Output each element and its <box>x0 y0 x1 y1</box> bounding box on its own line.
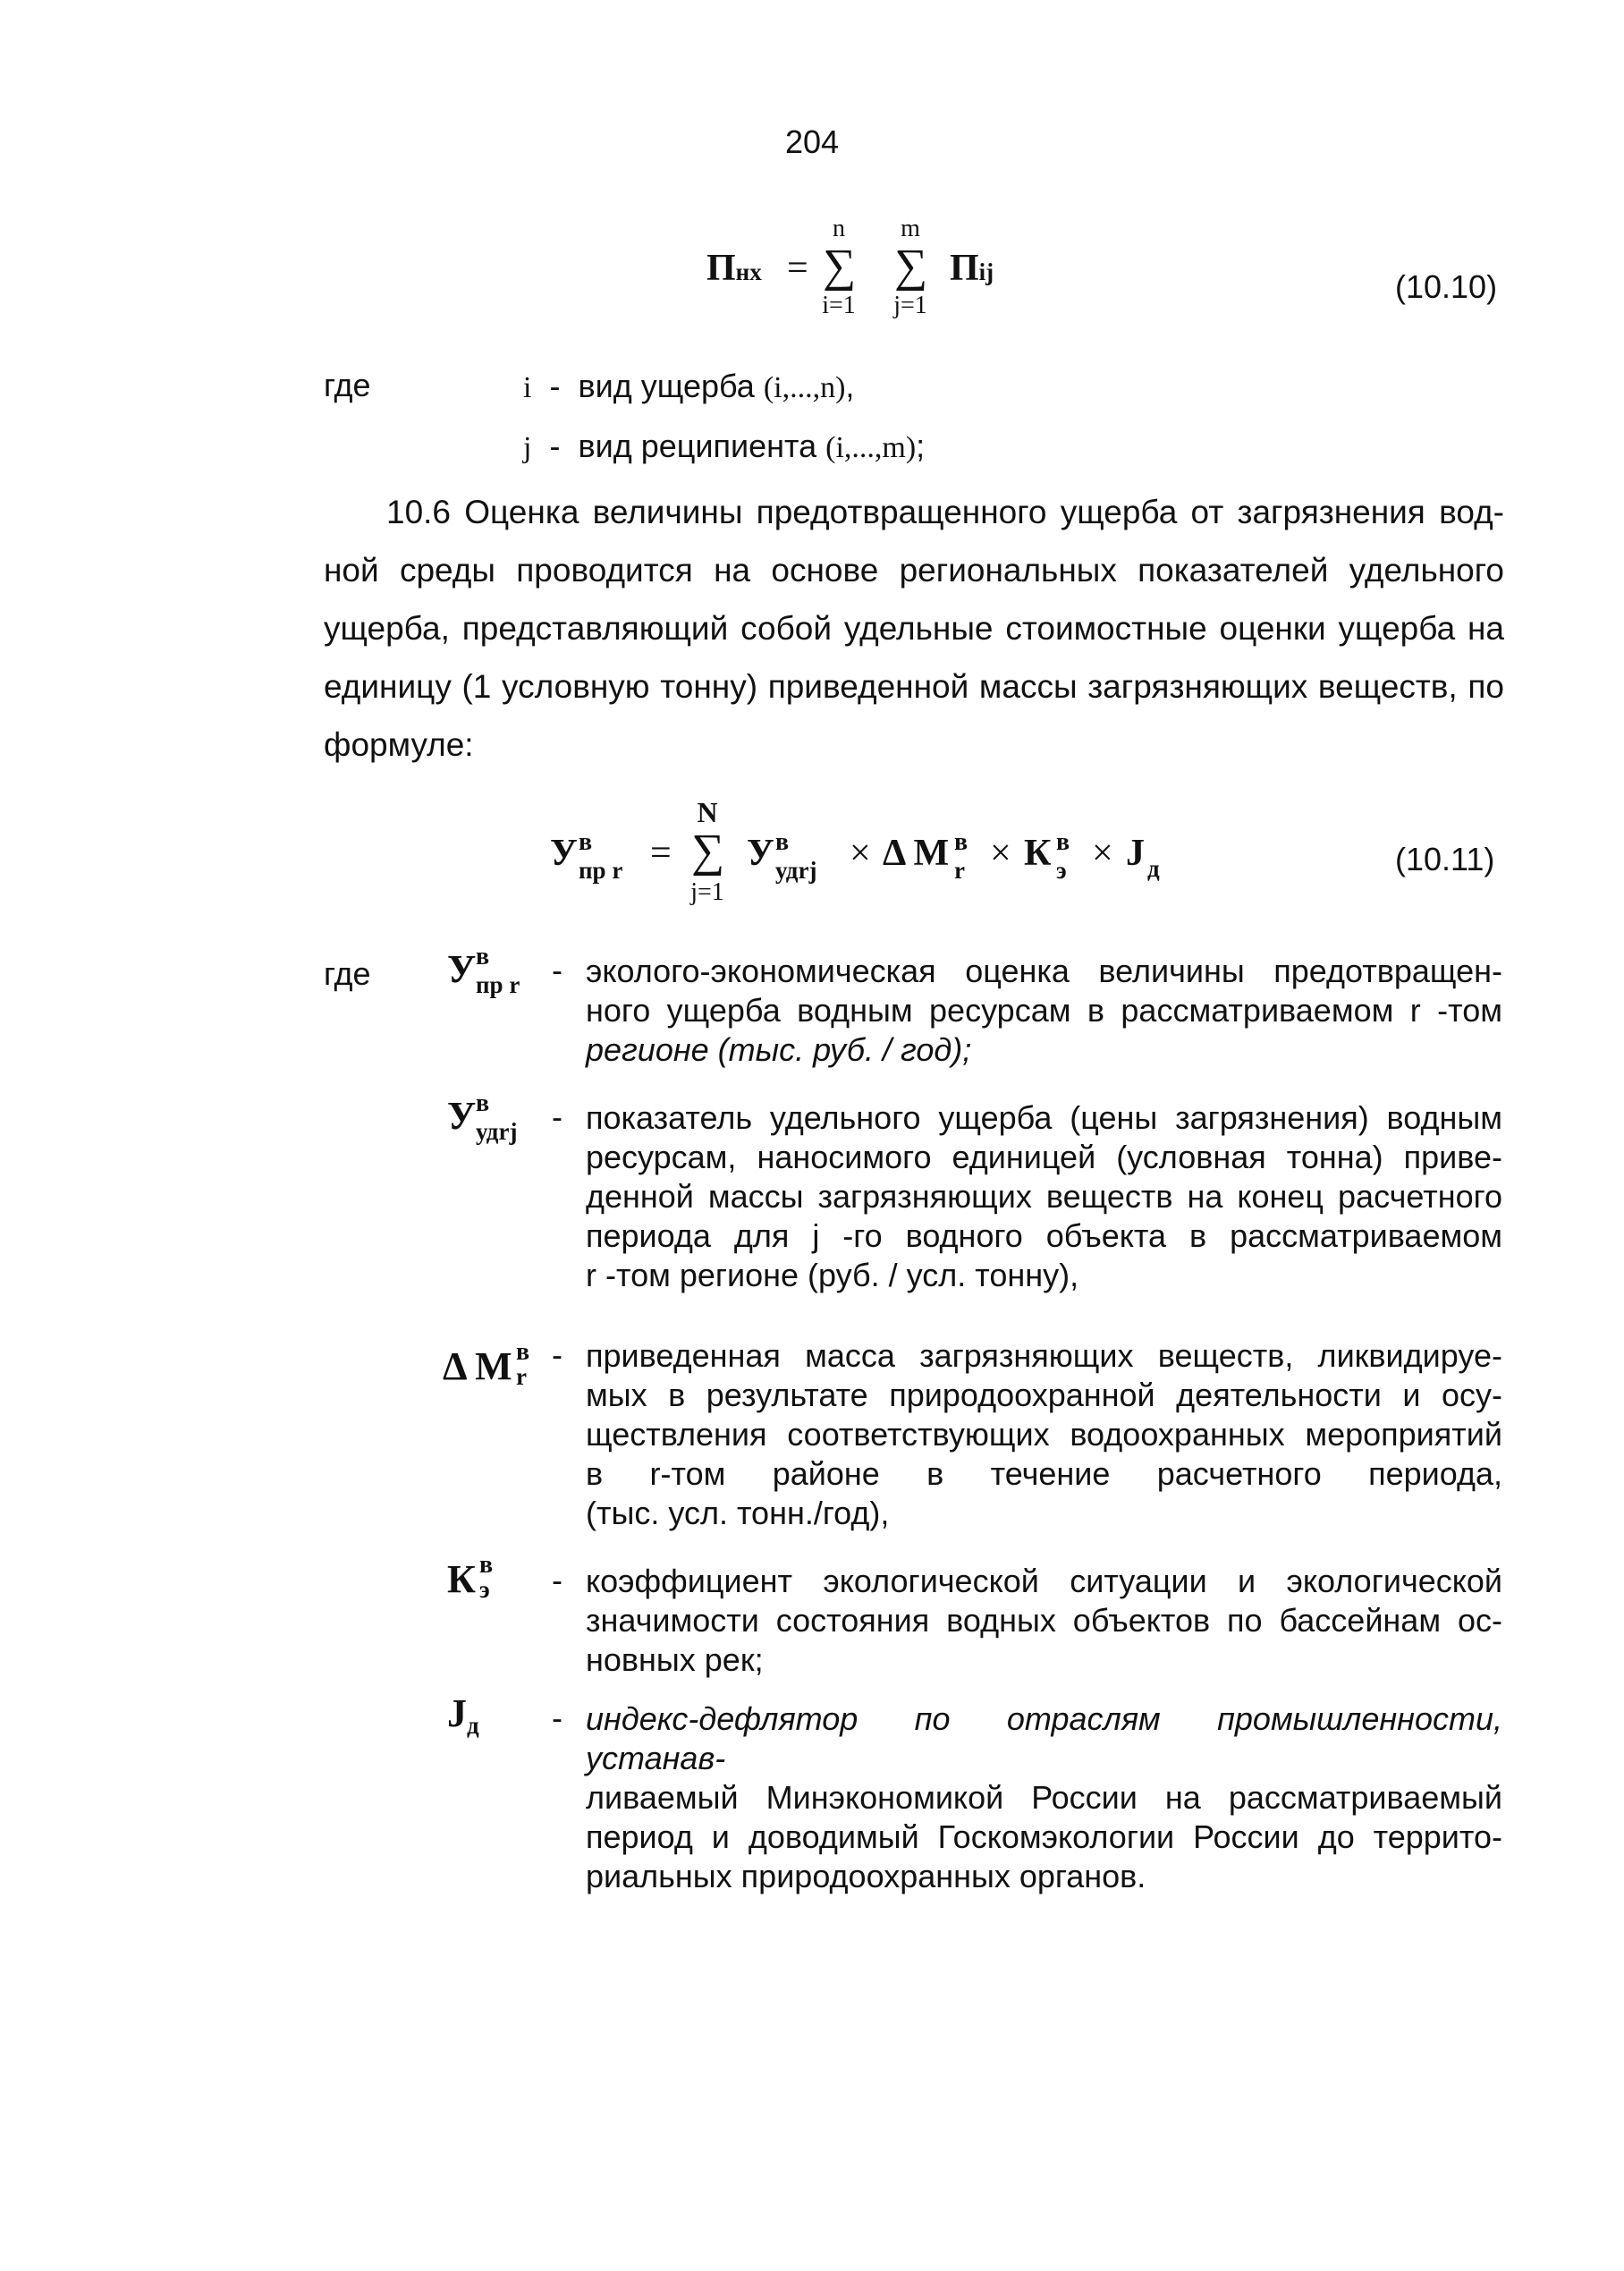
equation-number-10-11: (10.11) <box>1395 841 1495 877</box>
paragraph-line: формуле: <box>324 726 474 763</box>
formula-term-sub: д <box>1147 855 1160 882</box>
def-line: мых в результате природоохранной деятельности и осу- <box>586 1377 1502 1413</box>
sum-upper-limit: N <box>697 796 718 828</box>
def-line: периода для j -го водного объекта в рассматриваемом <box>586 1217 1502 1254</box>
formula-term-coef: К <box>1024 833 1052 874</box>
paragraph-10-6 <box>324 483 1504 774</box>
def-dash: - <box>552 1699 562 1736</box>
index-def-i: i - вид ущерба (i,...,n), <box>523 368 855 404</box>
def-symbol-k: К в э <box>447 1551 494 1603</box>
formula-term: Пij <box>950 248 994 289</box>
formula-term-sup: в <box>775 828 790 856</box>
def-line: денной массы загрязняющих веществ на конец расчетного <box>586 1178 1502 1215</box>
def-line: приведенная масса загрязняющих веществ, ликвидируе- <box>586 1337 1502 1374</box>
formula-term-sub: r <box>954 857 965 884</box>
def-line: в r-том районе в течение расчетного периода, <box>586 1455 1502 1492</box>
formula-lhs-sup: в <box>579 828 593 856</box>
def-symbol-j: J д <box>447 1691 479 1739</box>
sum-sigma: ∑ <box>691 826 725 877</box>
def-line: r -том регионе (руб. / усл. тонну), <box>586 1257 1079 1293</box>
where-label: где <box>324 955 371 992</box>
def-line: ресурсам, наносимого единицей (условная тонна) приве- <box>586 1139 1502 1175</box>
def-line: период и доводимый Госкомэкологии России до террито- <box>586 1818 1502 1855</box>
times-sign: × <box>1092 833 1113 874</box>
formula-equals: = <box>650 833 672 874</box>
def-text-u-pr <box>586 952 1502 1070</box>
def-line: новных рек; <box>586 1641 764 1678</box>
def-line: ного ущерба водным ресурсам в рассматриваемом r -том <box>586 992 1502 1029</box>
times-sign: × <box>850 833 871 874</box>
def-dash: - <box>552 952 562 988</box>
def-line: риальных природоохранных органов. <box>586 1858 1146 1894</box>
def-symbol-delta-m: Δ М в r <box>443 1338 530 1390</box>
def-dash: - <box>552 1098 562 1135</box>
sum1-upper-limit: n <box>833 215 845 242</box>
def-dash: - <box>552 1336 562 1373</box>
index-def-j: j - вид реципиента (i,...,m); <box>523 428 926 464</box>
def-line: (тыс. усл. тонн./год), <box>586 1495 890 1531</box>
def-line: значимости состояния водных объектов по бассейнам ос- <box>586 1602 1502 1639</box>
formula-term-udelny: У <box>747 833 774 874</box>
formula-term-sup: в <box>954 828 968 856</box>
sum2-sigma: ∑ <box>894 241 928 292</box>
paragraph-line: ной среды проводится на основе региональных показателей удельного <box>324 552 1504 589</box>
formula-term-mass: Δ М <box>883 833 950 874</box>
formula-lhs: У <box>550 833 578 874</box>
formula-10-11 <box>550 796 1230 921</box>
formula-term-sub: э <box>1056 857 1067 884</box>
equation-number-10-10: (10.10) <box>1395 268 1498 305</box>
def-line: индекс-дефлятор по отраслям промышленности, устанав- <box>586 1700 1502 1776</box>
formula-term-index: J <box>1126 833 1145 874</box>
def-symbol-u-pr: У в пр r <box>447 943 520 998</box>
where-label: где <box>324 367 371 403</box>
sum2-lower-limit: j=1 <box>893 292 927 319</box>
def-symbol-u-ud: У в удrj <box>447 1089 518 1145</box>
def-line: коэффициент экологической ситуации и экологической <box>586 1563 1502 1599</box>
paragraph-line: 10.6 Оценка величины предотвращенного ущерба от загрязнения вод- <box>386 494 1504 530</box>
def-text-j <box>586 1699 1502 1896</box>
page-number: 204 <box>784 123 840 160</box>
paragraph-line: единицу (1 условную тонну) приведенной массы загрязняющих веществ, по <box>324 668 1504 705</box>
formula-10-10 <box>706 215 1064 331</box>
formula-term-sub: удrj <box>775 857 817 884</box>
formula-lhs: Пнх <box>706 248 762 289</box>
formula-equals: = <box>787 248 808 289</box>
def-line: эколого-экономическая оценка величины предотвращен- <box>586 953 1502 989</box>
sum2-upper-limit: m <box>901 215 920 242</box>
formula-lhs-sub: пр r <box>579 857 623 884</box>
def-text-u-ud <box>586 1098 1502 1295</box>
def-line: показатель удельного ущерба (цены загрязнения) водным <box>586 1099 1502 1136</box>
formula-term-sup: в <box>1056 828 1070 856</box>
def-line: регионе (тыс. руб. / год); <box>586 1031 972 1068</box>
sum1-lower-limit: i=1 <box>822 292 856 319</box>
times-sign: × <box>990 833 1011 874</box>
def-dash: - <box>552 1562 562 1598</box>
def-text-k <box>586 1562 1502 1680</box>
def-line: ливаемый Минэкономикой России на рассматриваемый <box>586 1779 1502 1816</box>
def-line: ществления соответствующих водоохранных мероприятий <box>586 1416 1502 1453</box>
paragraph-line: ущерба, представляющий собой удельные стоимостные оценки ущерба на <box>324 610 1504 647</box>
def-text-delta-m <box>586 1336 1502 1533</box>
sum-lower-limit: j=1 <box>690 878 724 906</box>
sum1-sigma: ∑ <box>823 241 857 292</box>
